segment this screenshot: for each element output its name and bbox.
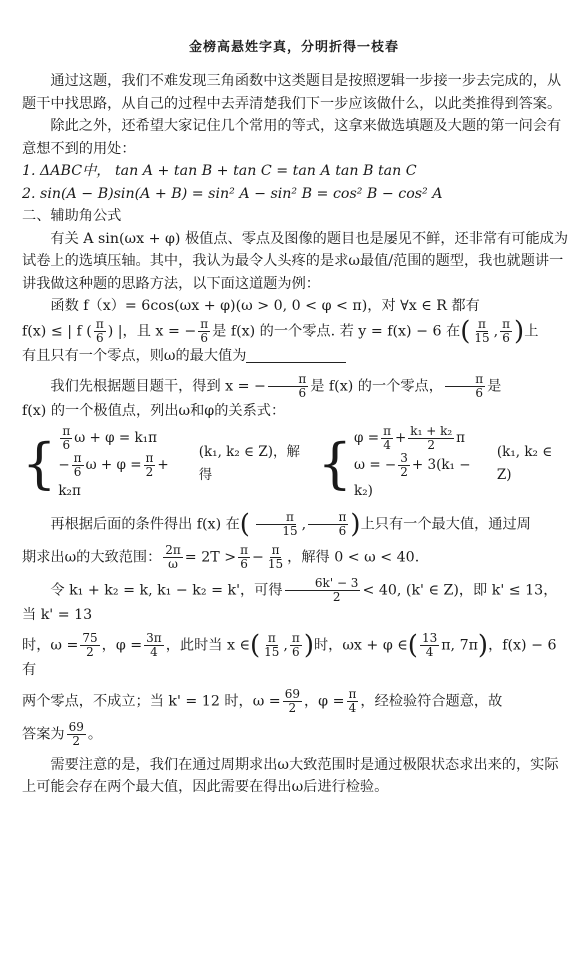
question-line-2: f(x) ≤ | f ( $\frac{\pi}{6}$ ) |，且 x = − $\frac{\pi}{6}$ 是 f(x) 的一个零点. 若 y = f(x) − 6 在( $\frac{\pi}{15}$ , $\frac{\pi}{6}$ )上 bbox=[22, 316, 539, 346]
question-line-3: 有且只有一个零点，则ω的最大值为 bbox=[22, 345, 570, 368]
question-line-1: 函数 f（x）= 6cos(ωx + φ)(ω > 0, 0 < φ < π)，对 ∀x ∈ R 都有 bbox=[50, 298, 480, 314]
formula-2: 2. sin(A − B)sin(A + B) = sin² A − sin² B = cos² B − cos² A bbox=[22, 185, 443, 202]
document-body bbox=[22, 70, 570, 799]
fraction: $\frac{\pi}{6}$ bbox=[95, 316, 104, 345]
answer-line-7: 两个零点，不成立；当 k' = 12 时，ω = $\frac{69}{2}$ ，φ = $\frac{\pi}{4}$ ，经检验符合题意，故 bbox=[22, 686, 503, 715]
answer-line-2: f(x) 的一个极值点，列出ω和φ的关系式： bbox=[22, 403, 286, 419]
answer-line-4: 期求出ω的大致范围： $\frac{2\pi}{\omega}$ = 2T > $\frac{\pi}{6}$ − $\frac{\pi}{15}$ ，解得 0 < ω < 40. bbox=[22, 542, 420, 571]
fraction: $\frac{\pi}{6}$ bbox=[200, 316, 209, 345]
page-header: 金榜高悬姓字真，分明折得一枝春 bbox=[188, 40, 399, 55]
answer-line-1: 我们先根据题目题干，得到 x = − $\frac{\pi}{6}$ 是 f(x) 的一个零点， $\frac{\pi}{6}$ 是 bbox=[50, 372, 502, 400]
answer-line-8: 答案为 $\frac{69}{2}$ 。 bbox=[22, 719, 103, 748]
equation-system: { $\frac{\pi}{6}$ ω + φ = k₁π − $\frac{\pi}{6}$ ω + φ = $\frac{\pi}{2}$ + k₂π (k₁, k₂ ∈ Z)，解得 { φ = $\frac{\pi}{4}$ + $\frac{\text{k₁ + k₂}}{2}$ π ω = − $\frac{3}{2}$ + 3(k₁ − k₂) (k₁, k₂ ∈ Z) bbox=[22, 423, 553, 499]
paragraph-2: 除此之外，还希望大家记住几个常用的等式，这拿来做选填题及大题的第一问会有意想不到的用处： bbox=[22, 118, 562, 157]
answer-blank bbox=[246, 348, 346, 363]
formula-1: 1. ΔABC中， tan A + tan B + tan C = tan A tan B tan C bbox=[22, 163, 417, 179]
answer-line-6: 时，ω = $\frac{75}{2}$ ，φ = $\frac{3\pi}{4}$ ，此时当 x ∈( $\frac{\pi}{15}$ , $\frac{\pi}{6}$ )时，ωx + φ ∈( $\frac{13}{4}$ π, 7π)，f(x) − 6 有 bbox=[22, 630, 557, 678]
answer-line-3: 再根据后面的条件得出 f(x) 在( $\frac{\pi}{15}$ , $\frac{\pi}{6}$ )上只有一个最大值，通过周 bbox=[50, 509, 531, 539]
answer-line-5: 令 k₁ + k₂ = k, k₁ − k₂ = k'，可得 $\frac{6k' - 3}{2}$ < 40, (k' ∈ Z)，即 k' ≤ 13，当 k' = 13 bbox=[22, 575, 558, 623]
paragraph-4: 需要注意的是，我们在通过周期求出ω大致范围时是通过极限状态求出来的，实际上可能会存在两个最大值，因此需要在得出ω后进行检验。 bbox=[22, 756, 559, 795]
paragraph-1: 通过这题，我们不难发现三角函数中这类题目是按照逻辑一步接一步去完成的，从题干中找思路，从自己的过程中去弄清楚我们下一步应该做什么，以此类推得到答案。 bbox=[22, 73, 562, 112]
section-heading: 二、辅助角公式 bbox=[22, 208, 122, 224]
paragraph-3: 有关 A sin(ωx + φ) 极值点、零点及图像的题目也是屡见不鲜，还非常有可能成为试卷上的选填压轴。其中，我认为最令人头疼的是求ω最值/范围的题型，我也就题讲一讲我做这种题的思路方法，以下面这道题为例： bbox=[22, 230, 569, 292]
